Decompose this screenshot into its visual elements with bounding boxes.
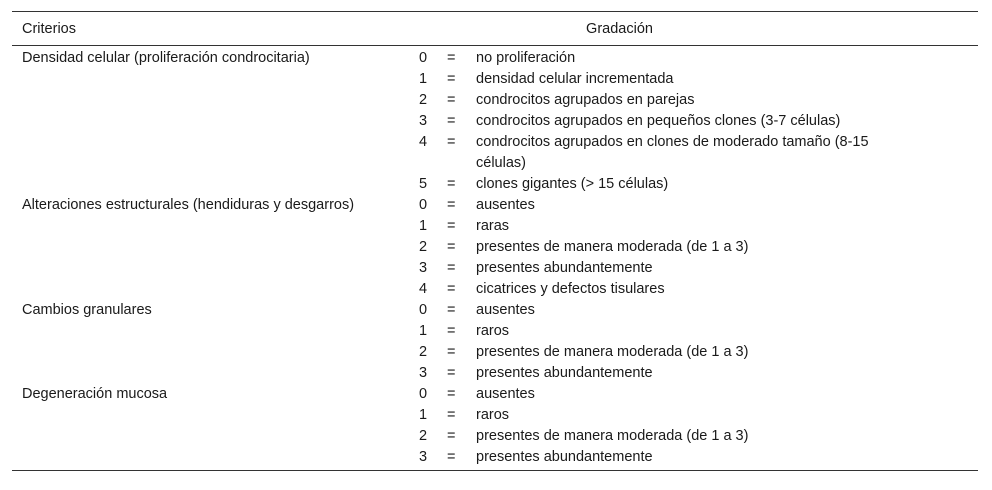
grade-number: 0: [419, 302, 428, 318]
grade-description: presentes de manera moderada (de 1 a 3): [476, 428, 749, 444]
grade-line: [419, 405, 978, 426]
grade-number: 1: [419, 407, 428, 423]
grade-line: [419, 69, 978, 90]
table-row: [12, 384, 978, 468]
grade-number: 2: [419, 344, 428, 360]
grade-line: [419, 48, 978, 69]
grade-equals: =: [447, 134, 456, 150]
grade-description: condrocitos agrupados en clones de moderado tamaño (8-15 células): [476, 134, 869, 171]
grade-description: densidad celular incrementada: [476, 71, 674, 87]
grade-number: 3: [419, 260, 428, 276]
criterio-cell: Cambios granulares: [22, 302, 152, 318]
grade-description: presentes abundantemente: [476, 365, 653, 381]
grade-line: [419, 426, 978, 447]
grade-number: 3: [419, 449, 428, 465]
grade-description: raros: [476, 323, 510, 339]
table-body: [12, 46, 978, 470]
grade-number: 1: [419, 71, 428, 87]
grade-line: [419, 132, 978, 174]
grade-equals: =: [447, 344, 456, 360]
grade-line: [419, 258, 978, 279]
grade-number: 5: [419, 176, 428, 192]
gradacion-cell: [419, 48, 978, 195]
grading-table: [12, 11, 978, 471]
grade-number: 0: [419, 50, 428, 66]
grade-equals: =: [447, 302, 456, 318]
grade-equals: =: [447, 176, 456, 192]
grade-description: raros: [476, 407, 510, 423]
grade-line: [419, 342, 978, 363]
grade-equals: =: [447, 323, 456, 339]
grade-line: [419, 216, 978, 237]
grade-line: [419, 447, 978, 468]
grade-number: 0: [419, 386, 428, 402]
criterio-cell: Degeneración mucosa: [22, 386, 168, 402]
gradacion-cell: [419, 384, 978, 468]
grade-equals: =: [447, 386, 456, 402]
grade-description: no proliferación: [476, 50, 576, 66]
table-header: [12, 12, 978, 46]
grade-line: [419, 111, 978, 132]
grade-line: [419, 300, 978, 321]
grade-description: presentes de manera moderada (de 1 a 3): [476, 239, 749, 255]
header-criterios: Criterios: [22, 20, 76, 37]
criterio-cell: Densidad celular (proliferación condrocitaria): [22, 50, 310, 66]
grade-description: ausentes: [476, 386, 535, 402]
grade-equals: =: [447, 197, 456, 213]
grade-number: 3: [419, 113, 428, 129]
grade-equals: =: [447, 239, 456, 255]
grade-number: 2: [419, 92, 428, 108]
grade-equals: =: [447, 50, 456, 66]
grade-equals: =: [447, 281, 456, 297]
grade-description: condrocitos agrupados en parejas: [476, 92, 695, 108]
grade-line: [419, 321, 978, 342]
grade-number: 1: [419, 323, 428, 339]
grade-equals: =: [447, 260, 456, 276]
grade-line: [419, 195, 978, 216]
table-row: [12, 300, 978, 384]
grade-equals: =: [447, 428, 456, 444]
grade-line: [419, 384, 978, 405]
grade-number: 4: [419, 134, 428, 150]
grade-line: [419, 363, 978, 384]
grade-line: [419, 90, 978, 111]
grade-equals: =: [447, 218, 456, 234]
grade-description: presentes abundantemente: [476, 449, 653, 465]
grade-number: 4: [419, 281, 428, 297]
table-row: [12, 195, 978, 300]
header-gradacion: Gradación: [586, 20, 653, 37]
grade-number: 0: [419, 197, 428, 213]
grade-description: clones gigantes (> 15 células): [476, 176, 669, 192]
grade-description: condrocitos agrupados en pequeños clones (3-7 células): [476, 113, 841, 129]
criterio-cell: Alteraciones estructurales (hendiduras y desgarros): [22, 197, 355, 213]
grade-number: 2: [419, 428, 428, 444]
grade-equals: =: [447, 92, 456, 108]
table-row: [12, 48, 978, 195]
gradacion-cell: [419, 195, 978, 300]
grade-line: [419, 237, 978, 258]
grade-equals: =: [447, 113, 456, 129]
gradacion-cell: [419, 300, 978, 384]
grade-description: ausentes: [476, 197, 535, 213]
grade-equals: =: [447, 365, 456, 381]
grade-equals: =: [447, 71, 456, 87]
grade-line: [419, 279, 978, 300]
grade-number: 1: [419, 218, 428, 234]
grade-equals: =: [447, 407, 456, 423]
grade-equals: =: [447, 449, 456, 465]
grade-line: [419, 174, 978, 195]
grade-description: presentes abundantemente: [476, 260, 653, 276]
grade-description: cicatrices y defectos tisulares: [476, 281, 665, 297]
grade-number: 3: [419, 365, 428, 381]
grade-description: raras: [476, 218, 510, 234]
grade-description: presentes de manera moderada (de 1 a 3): [476, 344, 749, 360]
grade-description: ausentes: [476, 302, 535, 318]
grade-number: 2: [419, 239, 428, 255]
